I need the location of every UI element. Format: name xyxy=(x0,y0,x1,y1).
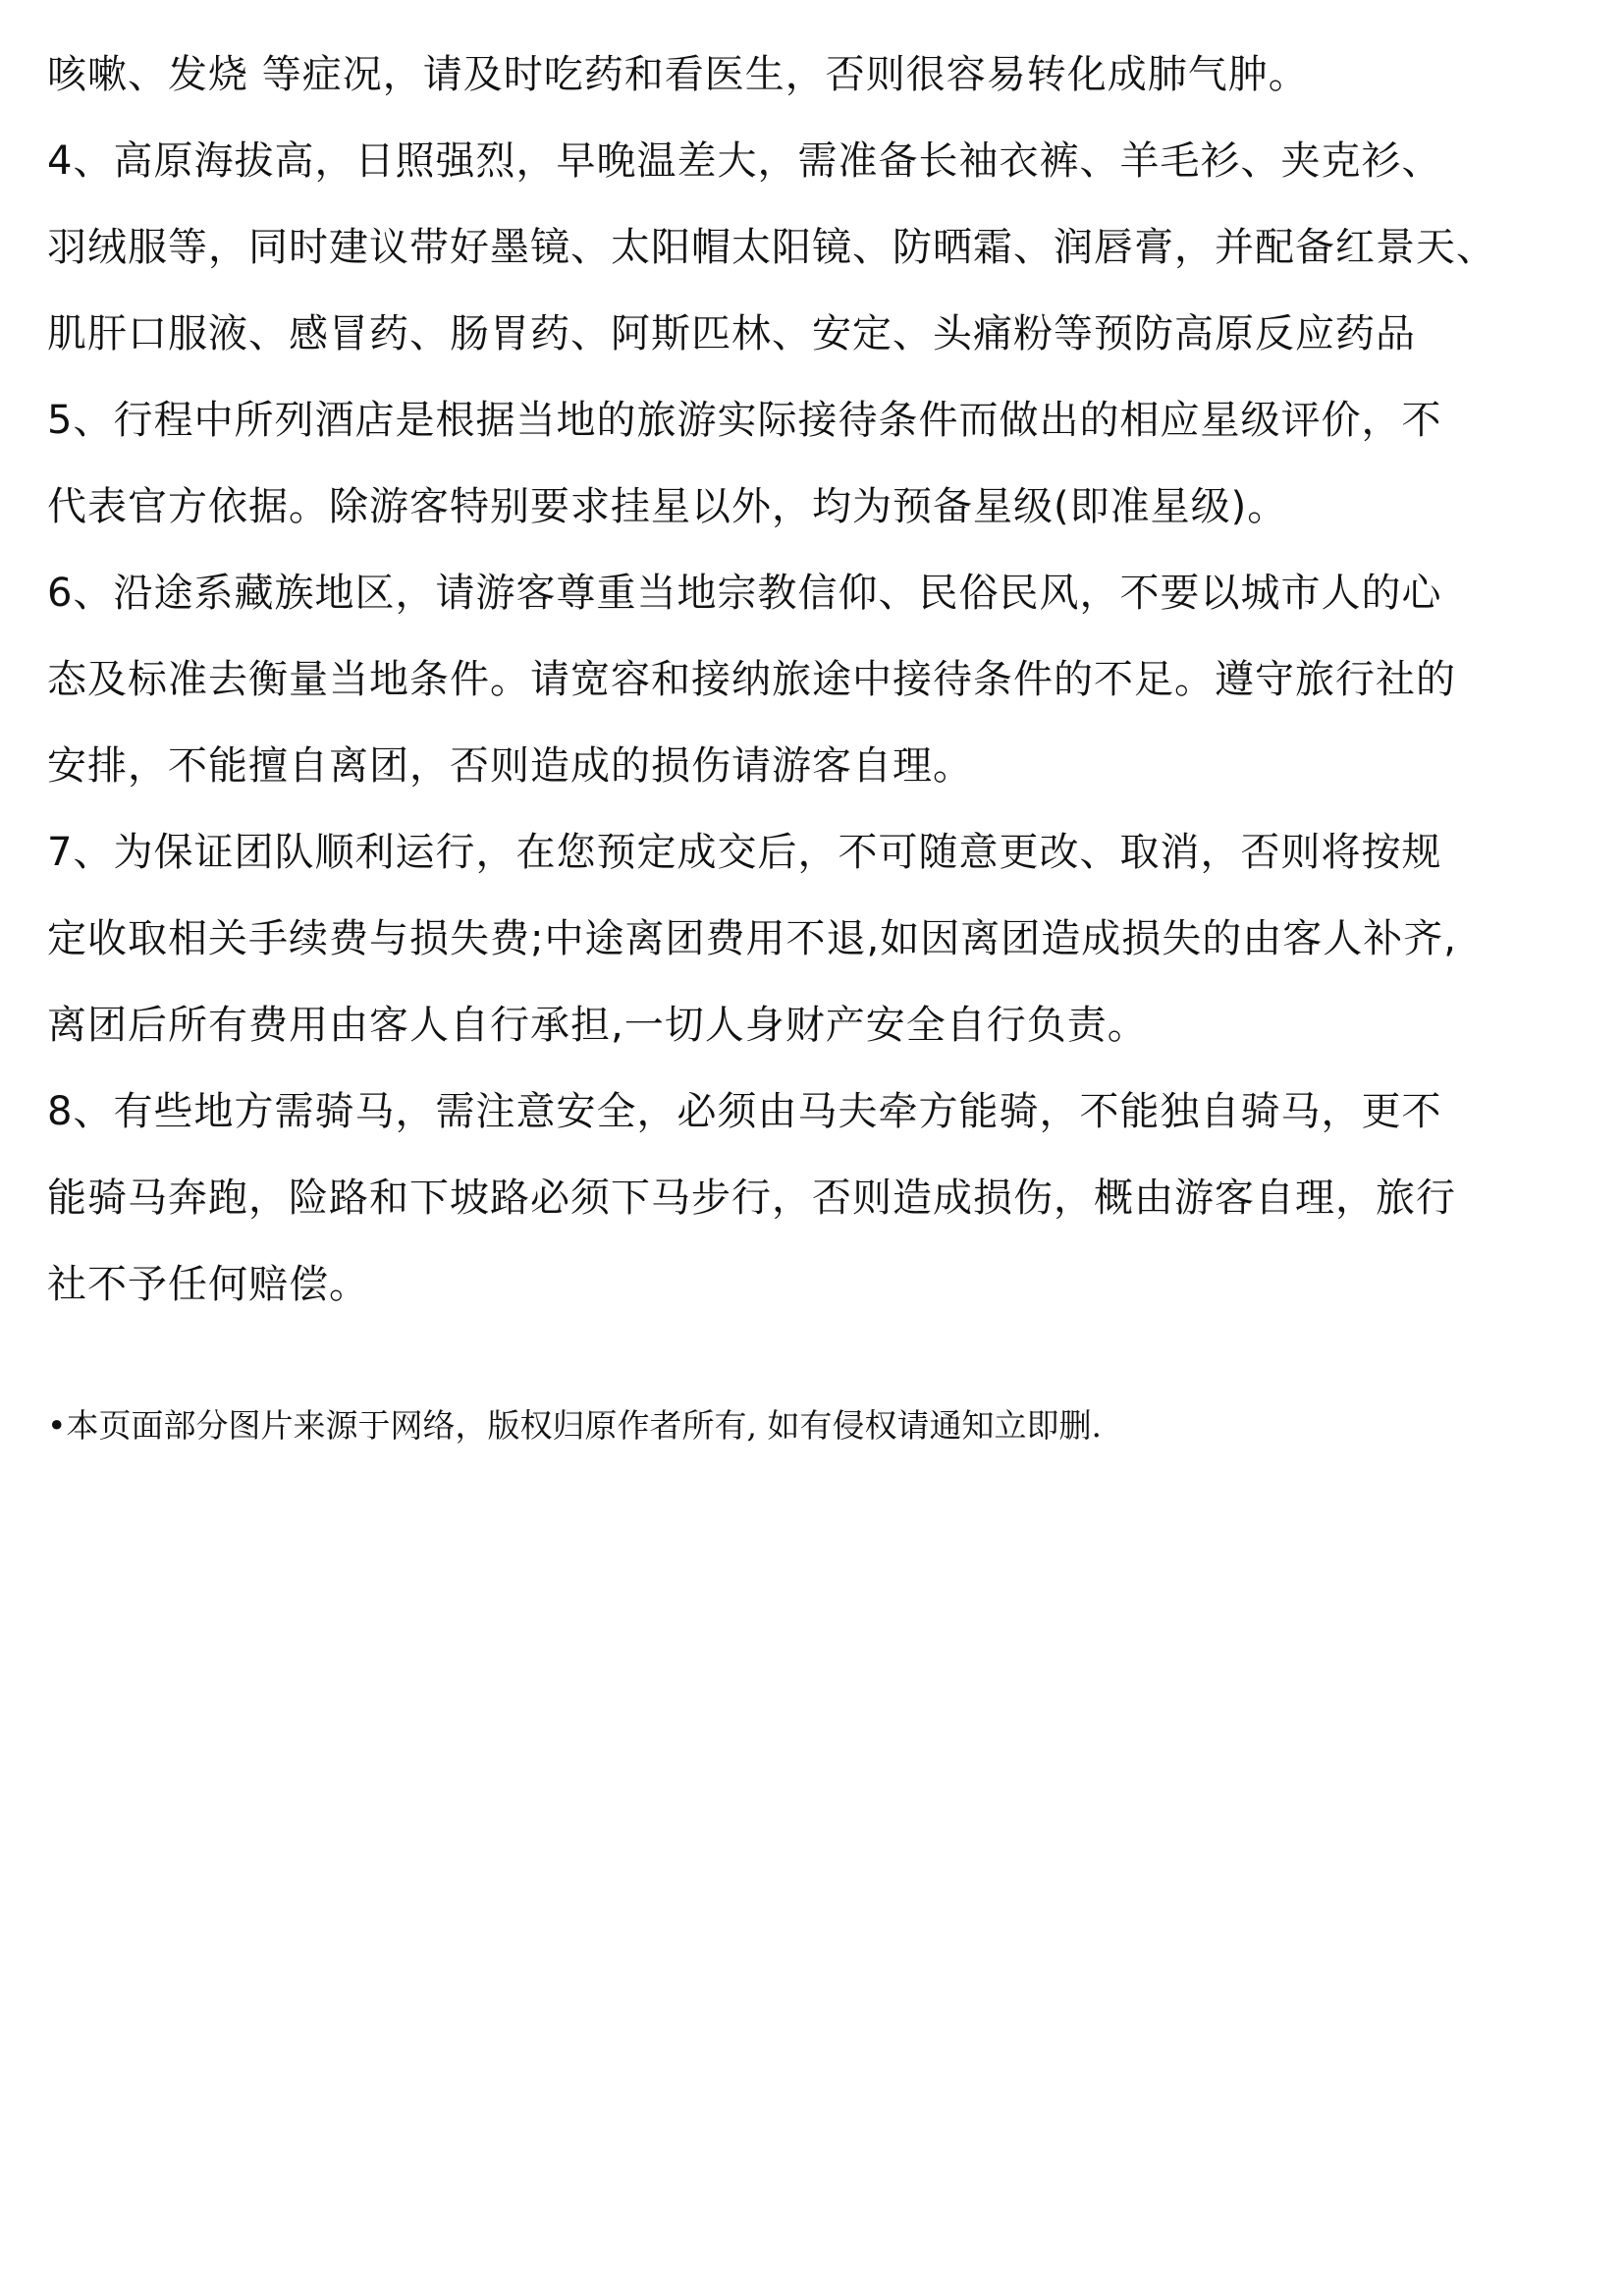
paragraph-item-4 xyxy=(47,118,1589,377)
text-line: 离团后所有费用由客人自行承担,一切人身财产安全自行负责。 xyxy=(47,1003,1148,1048)
text-line: 肌肝口服液、感冒药、肠胃药、阿斯匹林、安定、头痛粉等预防高原反应药品 xyxy=(47,311,1416,356)
text-line: 能骑马奔跑，险路和下坡路必须下马步行，否则造成损伤，概由游客自理，旅行 xyxy=(47,1175,1456,1221)
paragraph-item-8 xyxy=(47,1068,1589,1328)
text-line: 定收取相关手续费与损失费;中途离团费用不退,如因离团造成损失的由客人补齐, xyxy=(47,916,1457,961)
paragraph-item-5 xyxy=(47,377,1589,550)
paragraph-health-tip xyxy=(47,31,1589,118)
text-line: 8、有些地方需骑马，需注意安全，必须由马夫牵方能骑，不能独自骑马，更不 xyxy=(47,1089,1442,1134)
text-line: 态及标准去衡量当地条件。请宽容和接纳旅途中接待条件的不足。遵守旅行社的 xyxy=(47,657,1456,702)
copyright-footnote: •本页面部分图片来源于网络，版权归原作者所有, 如有侵权请通知立即删. xyxy=(47,1406,1102,1445)
text-line: 4、高原海拔高，日照强烈，早晚温差大，需准备长袖衣裤、羊毛衫、夹克衫、 xyxy=(47,138,1442,184)
text-line: 5、行程中所列酒店是根据当地的旅游实际接待条件而做出的相应星级评价，不 xyxy=(47,398,1442,443)
travel-notes-body xyxy=(47,31,1589,1328)
text-line: 代表官方依据。除游客特别要求挂星以外，均为预备星级(即准星级)。 xyxy=(47,484,1288,529)
text-line: 羽绒服等，同时建议带好墨镜、太阳帽太阳镜、防晒霜、润唇膏，并配备红景天、 xyxy=(47,225,1496,270)
text-line: 安排，不能擅自离团，否则造成的损伤请游客自理。 xyxy=(47,743,973,789)
paragraph-item-7 xyxy=(47,809,1589,1068)
text-line: 社不予任何赔偿。 xyxy=(47,1262,369,1307)
text-line: 咳嗽、发烧 等症况，请及时吃药和看医生，否则很容易转化成肺气肿。 xyxy=(47,52,1309,97)
text-line: 7、为保证团队顺利运行，在您预定成交后，不可随意更改、取消，否则将按规 xyxy=(47,830,1442,875)
paragraph-item-6 xyxy=(47,550,1589,809)
text-line: 6、沿途系藏族地区，请游客尊重当地宗教信仰、民俗民风，不要以城市人的心 xyxy=(47,571,1442,616)
